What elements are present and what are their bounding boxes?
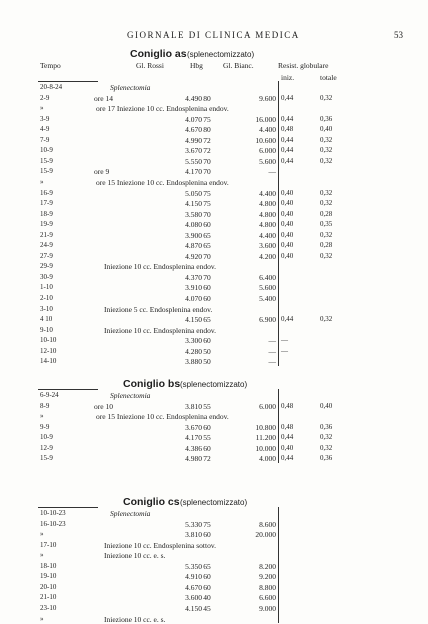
column-bianchi: Gl. Bianc. — [223, 61, 254, 70]
row-bianchi: 3.600 — [259, 241, 276, 251]
row-date: » — [40, 104, 44, 113]
row-date: 10-9 — [40, 433, 53, 442]
row-hbg: 80 — [203, 93, 211, 103]
row-rossi: 4.150 — [185, 199, 202, 209]
row-hbg: 60 — [203, 294, 211, 303]
row-rossi: 5.330 — [185, 519, 202, 529]
row-rossi: 4.870 — [185, 241, 202, 251]
row-hbg: 75 — [203, 188, 211, 198]
row-resist-iniz: 0,44 — [281, 433, 294, 442]
row-date: 19-10 — [40, 572, 57, 581]
row-date: 19-9 — [40, 220, 53, 229]
row-date: » — [40, 614, 44, 623]
row-resist-iniz: 0,40 — [281, 251, 294, 260]
row-rossi: 4.070 — [185, 114, 202, 124]
row-resist-iniz: 0,48 — [281, 401, 294, 410]
row-rossi: 5.350 — [185, 561, 202, 571]
row-rossi: 4.370 — [185, 272, 202, 282]
row-resist-totale: 0,36 — [320, 454, 333, 463]
row-rossi: 4.170 — [185, 433, 202, 443]
row-date: 4-9 — [40, 125, 50, 134]
row-hbg: 60 — [203, 443, 211, 453]
row-hbg: 60 — [203, 336, 211, 346]
row-bianchi: 6.600 — [259, 593, 276, 603]
row-date: 9-9 — [40, 422, 50, 431]
row-date: 15-9 — [40, 454, 53, 463]
row-date: 10-10-23 — [40, 509, 66, 517]
row-date: 27-9 — [40, 251, 53, 260]
row-date: 9-10 — [40, 325, 53, 334]
row-hbg: 60 — [203, 283, 211, 293]
row-time: ore 10 — [94, 401, 113, 411]
row-bianchi: 6.000 — [259, 401, 276, 411]
row-hbg: 80 — [203, 125, 211, 135]
row-resist-iniz: 0,40 — [281, 188, 294, 197]
row-resist-iniz: — — [281, 336, 288, 345]
row-bianchi: 4.800 — [259, 199, 276, 209]
row-resist-iniz: 0,40 — [281, 230, 294, 239]
row-date: 21-9 — [40, 230, 53, 239]
row-bianchi: 4.200 — [259, 251, 276, 261]
row-hbg: 70 — [203, 272, 211, 282]
row-hbg: 65 — [203, 241, 211, 251]
row-hbg: 60 — [203, 220, 211, 230]
row-date: 20-8-24 — [40, 83, 63, 91]
row-date: 8-9 — [40, 401, 50, 410]
row-bianchi: 4.000 — [259, 454, 276, 464]
row-date: 10-10 — [40, 336, 57, 345]
row-rossi: 4.910 — [185, 572, 202, 582]
section-note: (splenectomizzato) — [187, 50, 255, 59]
row-event: Iniezione 10 cc. Endosplenina endov. — [104, 262, 216, 272]
table-divider — [278, 389, 279, 463]
row-date: 30-9 — [40, 272, 53, 281]
row-resist-iniz: 0,40 — [281, 209, 294, 218]
row-bianchi: — — [268, 357, 276, 367]
row-time: ore 9 — [94, 167, 110, 177]
journal-title: GIORNALE DI CLINICA MEDICA — [127, 30, 300, 40]
row-rossi: 4.490 — [185, 93, 202, 103]
row-bianchi: 20.000 — [255, 530, 276, 540]
row-rossi: 4.990 — [185, 135, 202, 145]
row-resist-iniz: 0,40 — [281, 443, 294, 452]
column-rossi: Gl. Rossi — [136, 61, 164, 70]
row-resist-iniz: — — [281, 346, 288, 355]
row-date: 2-9 — [40, 93, 50, 102]
row-rossi: 4.150 — [185, 603, 202, 613]
row-bianchi: 4.400 — [259, 230, 276, 240]
row-event: Iniezione 10 cc. Endosplenina endov. — [104, 325, 216, 335]
row-date: 24-9 — [40, 241, 53, 250]
row-resist-iniz: 0,40 — [281, 241, 294, 250]
row-hbg: 75 — [203, 519, 211, 529]
row-resist-iniz: 0,44 — [281, 93, 294, 102]
row-date: 20-10 — [40, 582, 57, 591]
row-date: 7-9 — [40, 135, 50, 144]
row-rossi: 4.170 — [185, 167, 202, 177]
row-bianchi: 4.800 — [259, 209, 276, 219]
row-resist-totale: 0,32 — [320, 315, 333, 324]
row-hbg: 65 — [203, 230, 211, 240]
row-date: 23-10 — [40, 603, 57, 612]
row-rossi: 3.600 — [185, 593, 202, 603]
row-date: 2-10 — [40, 294, 53, 302]
row-date: 4 10 — [40, 315, 53, 324]
row-bianchi: 10.600 — [255, 135, 276, 145]
row-hbg: 70 — [203, 251, 211, 261]
row-event: ore 15 Iniezione 10 cc. Endosplenina endov. — [96, 412, 229, 422]
row-date: 16-9 — [40, 188, 53, 197]
row-bianchi: 4.800 — [259, 220, 276, 230]
column-resist: Resist. globulare — [278, 61, 329, 70]
row-resist-totale: 0,32 — [320, 433, 333, 442]
row-event: Splenectomia — [110, 391, 151, 400]
row-resist-totale: 0,40 — [320, 401, 333, 410]
row-hbg: 60 — [203, 582, 211, 592]
row-bianchi: 6.000 — [259, 146, 276, 156]
row-date: 10-9 — [40, 146, 53, 155]
row-resist-totale: 0,32 — [320, 251, 333, 260]
row-resist-iniz: 0,44 — [281, 114, 294, 123]
row-resist-totale: 0,40 — [320, 125, 333, 134]
section-title: Coniglio cs — [123, 496, 180, 508]
row-rossi: 4.070 — [185, 294, 202, 303]
row-date: 16-10-23 — [40, 519, 66, 528]
row-resist-totale: 0,32 — [320, 443, 333, 452]
row-hbg: 40 — [203, 593, 211, 603]
row-date: 6-9-24 — [40, 391, 59, 399]
row-hbg: 60 — [203, 422, 211, 432]
row-resist-totale: 0,32 — [320, 188, 333, 197]
row-date: 17-10 — [40, 540, 57, 549]
row-rossi: 3.810 — [185, 530, 202, 540]
row-hbg: 50 — [203, 346, 211, 356]
row-hbg: 72 — [203, 146, 211, 156]
row-date: 18-10 — [40, 561, 57, 570]
row-rossi: 3.580 — [185, 209, 202, 219]
row-resist-totale: 0,28 — [320, 209, 333, 218]
row-resist-iniz: 0,48 — [281, 125, 294, 134]
row-hbg: 50 — [203, 357, 211, 367]
row-date: 15-9 — [40, 167, 53, 176]
row-bianchi: 8.800 — [259, 582, 276, 592]
row-bianchi: 5.400 — [259, 294, 276, 303]
row-resist-totale: 0,28 — [320, 241, 333, 250]
row-hbg: 60 — [203, 530, 211, 540]
row-rossi: 4.386 — [185, 443, 202, 453]
row-rossi: 5.050 — [185, 188, 202, 198]
row-date: » — [40, 551, 44, 560]
row-rossi: 4.920 — [185, 251, 202, 261]
row-event: Iniezione 10 cc. Endosplenina sottov. — [104, 540, 216, 550]
row-bianchi: — — [268, 346, 276, 356]
column-totale: totale — [320, 73, 337, 82]
row-resist-iniz: 0,44 — [281, 315, 294, 324]
row-date: 17-9 — [40, 199, 53, 208]
row-date: » — [40, 412, 44, 421]
row-event: ore 15 Iniezione 10 cc. Endosplenina endov. — [96, 177, 229, 187]
row-date: » — [40, 530, 44, 539]
section-title: Coniglio bs — [123, 378, 181, 390]
row-resist-totale: 0,32 — [320, 199, 333, 208]
row-hbg: 70 — [203, 209, 211, 219]
row-rossi: 3.670 — [185, 146, 202, 156]
row-resist-iniz: 0,40 — [281, 220, 294, 229]
row-rossi: 4.280 — [185, 346, 202, 356]
row-bianchi: 11.200 — [255, 433, 276, 443]
row-bianchi: 8.600 — [259, 519, 276, 529]
section-title: Coniglio as — [130, 48, 187, 60]
row-resist-iniz: 0,48 — [281, 422, 294, 431]
row-hbg: 55 — [203, 433, 211, 443]
row-date: 29-9 — [40, 262, 53, 271]
row-resist-totale: 0,36 — [320, 422, 333, 431]
row-hbg: 60 — [203, 572, 211, 582]
row-resist-totale: 0,32 — [320, 230, 333, 239]
row-bianchi: — — [268, 336, 276, 346]
row-resist-totale: 0,32 — [320, 93, 333, 102]
row-hbg: 75 — [203, 199, 211, 209]
row-event: ore 17 Iniezione 10 cc. Endosplenina endov. — [96, 104, 229, 114]
row-date: 12-10 — [40, 346, 57, 355]
row-bianchi: 6.400 — [259, 272, 276, 282]
row-hbg: 65 — [203, 561, 211, 571]
row-rossi: 4.150 — [185, 315, 202, 325]
row-hbg: 45 — [203, 603, 211, 613]
row-resist-iniz: 0,40 — [281, 199, 294, 208]
section-note: (splenectomizzato) — [180, 498, 248, 507]
row-bianchi: 10.000 — [255, 443, 276, 453]
row-date: 1-10 — [40, 283, 53, 292]
row-bianchi: 9.200 — [259, 572, 276, 582]
row-bianchi: 9.600 — [259, 93, 276, 103]
row-event: Iniezione 10 cc. e. s. — [104, 551, 166, 561]
row-bianchi: 5.600 — [259, 156, 276, 166]
table-rule — [38, 81, 98, 82]
row-event: Splenectomia — [110, 83, 151, 92]
row-bianchi: 6.900 — [259, 315, 276, 325]
row-date: » — [40, 177, 44, 186]
row-resist-totale: 0,36 — [320, 114, 333, 123]
row-bianchi: 4.400 — [259, 188, 276, 198]
row-resist-iniz: 0,44 — [281, 135, 294, 144]
row-date: 21-10 — [40, 593, 57, 602]
row-date: 3-9 — [40, 114, 50, 123]
row-event: Splenectomia — [110, 509, 151, 518]
table-rule — [38, 507, 98, 508]
row-rossi: 4.080 — [185, 220, 202, 230]
row-resist-iniz: 0,44 — [281, 454, 294, 463]
row-date: 3-10 — [40, 304, 53, 313]
row-event: Iniezione 10 cc. e. s. — [104, 614, 166, 624]
column-tempo: Tempo — [40, 61, 61, 70]
table-divider — [278, 81, 279, 366]
row-date: 15-9 — [40, 156, 53, 165]
row-resist-totale: 0,32 — [320, 156, 333, 165]
page-number: 53 — [394, 30, 403, 40]
row-rossi: 5.550 — [185, 156, 202, 166]
table-divider — [278, 507, 279, 623]
row-rossi: 4.670 — [185, 582, 202, 592]
row-resist-totale: 0,32 — [320, 135, 333, 144]
row-rossi: 3.670 — [185, 422, 202, 432]
section-note: (splenectomizzato) — [180, 380, 248, 389]
row-date: 18-9 — [40, 209, 53, 218]
row-hbg: 72 — [203, 454, 211, 464]
row-resist-totale: 0,35 — [320, 220, 333, 229]
row-hbg: 70 — [203, 156, 211, 166]
row-bianchi: 5.600 — [259, 283, 276, 293]
row-rossi: 4.980 — [185, 454, 202, 464]
row-bianchi: 10.800 — [255, 422, 276, 432]
row-date: 12-9 — [40, 443, 53, 452]
row-event: Iniezione 5 cc. Endosplenina endov. — [104, 304, 213, 314]
row-rossi: 3.300 — [185, 336, 202, 346]
row-hbg: 70 — [203, 167, 211, 177]
row-hbg: 72 — [203, 135, 211, 145]
row-rossi: 3.900 — [185, 230, 202, 240]
row-bianchi: 16.000 — [255, 114, 276, 124]
row-rossi: 3.810 — [185, 401, 202, 411]
row-rossi: 3.880 — [185, 357, 202, 367]
column-iniz: iniz. — [281, 73, 295, 82]
row-bianchi: 8.200 — [259, 561, 276, 571]
row-hbg: 75 — [203, 114, 211, 124]
row-time: ore 14 — [94, 93, 113, 103]
row-bianchi: 9.000 — [259, 603, 276, 613]
row-bianchi: 4.400 — [259, 125, 276, 135]
row-resist-iniz: 0,44 — [281, 146, 294, 155]
row-hbg: 65 — [203, 315, 211, 325]
row-date: 14-10 — [40, 357, 57, 366]
row-resist-iniz: 0,44 — [281, 156, 294, 165]
column-hbg: Hbg — [190, 61, 203, 70]
table-rule — [38, 389, 98, 390]
row-hbg: 55 — [203, 401, 211, 411]
row-resist-totale: 0,32 — [320, 146, 333, 155]
row-bianchi: — — [268, 167, 276, 177]
row-rossi: 4.670 — [185, 125, 202, 135]
row-rossi: 3.910 — [185, 283, 202, 293]
